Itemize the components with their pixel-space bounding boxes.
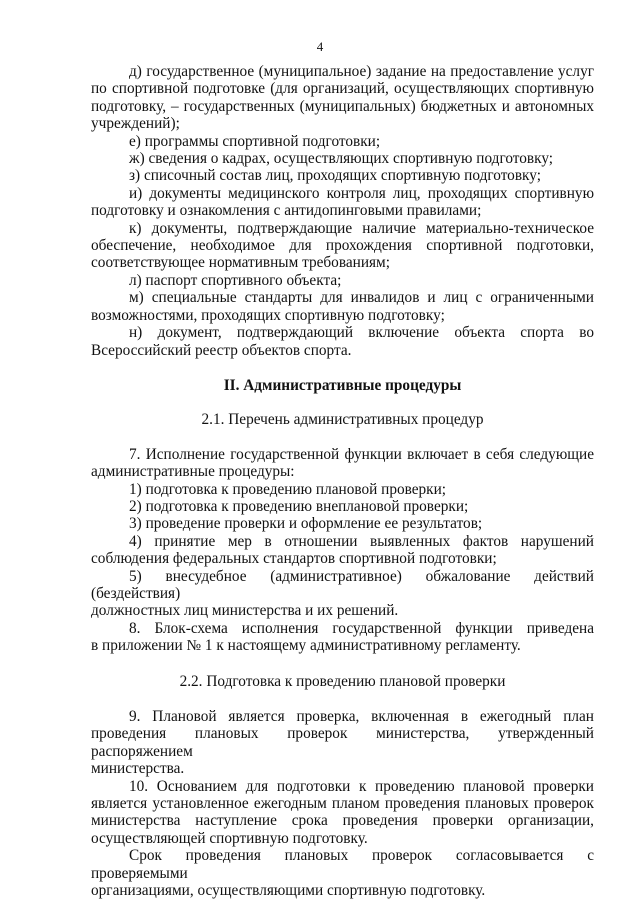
list-item	[91, 220, 594, 272]
list-item	[91, 324, 594, 359]
text-line: 7. Исполнение государственной функции включает в себя следующие	[129, 445, 594, 463]
text-line: д) государственное (муниципальное) задание на предоставление услуг	[129, 63, 594, 80]
text-line: административные процедуры:	[91, 463, 295, 481]
list-item	[91, 133, 594, 150]
page-number: 4	[316, 39, 324, 54]
list-item	[91, 150, 594, 167]
list-item	[91, 533, 594, 568]
text-line: министерства наступление срока проведения проверки организации,	[91, 812, 594, 830]
text-line: е) программы спортивной подготовки;	[129, 132, 381, 150]
text-line: 3) проведение проверки и оформление ее результатов;	[129, 515, 483, 533]
text-line: является установленное ежегодным планом проведения плановых проверок	[91, 795, 594, 813]
text-line: подготовку и ознакомления с антидопинговыми правилами;	[91, 202, 482, 220]
text-line: 5) внесудебное (административное) обжалование действий (бездействия)	[91, 567, 594, 602]
paragraphs-2-2	[91, 708, 594, 899]
text-line: к) документы, подтверждающие наличие материально-техническое	[129, 219, 594, 237]
procedures-list	[91, 481, 594, 620]
text-line: л) паспорт спортивного объекта;	[129, 271, 342, 289]
text-line: возможностями, проходящих спортивную подготовку;	[91, 306, 445, 324]
text-line: м) специальные стандарты для инвалидов и лиц с ограниченными	[129, 289, 594, 307]
list-item	[91, 847, 594, 899]
text-line: подготовку, – государственных (муниципальных) бюджетных и автономных	[91, 97, 594, 115]
paragraph-item-8	[91, 620, 594, 655]
text-line: соблюдения федеральных стандартов спортивной подготовки;	[91, 550, 497, 568]
text-line: проведения плановых проверок министерства, утвержденный распоряжением	[91, 725, 594, 760]
list-item	[91, 289, 594, 324]
text-line: 8. Блок-схема исполнения государственной функции приведена	[129, 619, 594, 637]
text-line: и) документы медицинского контроля лиц, проходящих спортивную	[129, 184, 594, 202]
list-item	[91, 568, 594, 620]
text-line: н) документ, подтверждающий включение объекта спорта во	[129, 324, 594, 342]
list-item	[91, 272, 594, 289]
text-line: 1) подготовка к проведению плановой проверки;	[129, 480, 447, 498]
text-line: осуществляющей спортивную подготовку.	[91, 829, 368, 847]
text-line: 10. Основанием для подготовки к проведению плановой проверки	[129, 777, 594, 795]
list-item	[91, 185, 594, 220]
list-item	[91, 498, 594, 515]
subsection-title: 2.2. Подготовка к проведению плановой проверки	[179, 672, 506, 690]
text-line: министерства.	[91, 760, 185, 778]
text-line: должностных лиц министерства и их решений.	[91, 602, 399, 620]
list-item	[91, 515, 594, 532]
text-line: учреждений);	[91, 115, 180, 133]
text-line: Срок проведения плановых проверок согласовывается с проверяемыми	[91, 847, 594, 882]
text-line: 4) принятие мер в отношении выявленных фактов нарушений	[129, 532, 594, 550]
section-title: II. Административные процедуры	[223, 376, 462, 394]
text-line: обеспечение, необходимое для прохождения спортивной подготовки,	[91, 237, 594, 255]
text-line: в приложении № 1 к настоящему административному регламенту.	[91, 637, 521, 655]
list-item	[91, 778, 594, 848]
subsection-title: 2.1. Перечень административных процедур	[201, 411, 484, 429]
list-item	[91, 63, 594, 133]
text-line: Всероссийский реестр объектов спорта.	[91, 341, 352, 359]
text-line: 9. Плановой является проверка, включенная в ежегодный план	[129, 708, 594, 725]
list-item	[91, 708, 594, 778]
text-line: ж) сведения о кадрах, осуществляющих спортивную подготовку;	[129, 150, 554, 168]
list-item	[91, 167, 594, 184]
text-line: з) списочный состав лиц, проходящих спортивную подготовку;	[129, 167, 541, 185]
list-item	[91, 481, 594, 498]
text-line: организациями, осуществляющими спортивную подготовку.	[91, 882, 486, 900]
document-body	[91, 63, 594, 899]
text-line: 2) подготовка к проведению внеплановой проверки;	[129, 497, 469, 515]
text-line: соответствующее нормативным требованиям;	[91, 254, 390, 272]
text-line: по спортивной подготовке (для организаций, осуществляющих спортивную	[91, 80, 594, 98]
document-list-top	[91, 63, 594, 359]
paragraph-item-7	[91, 446, 594, 481]
